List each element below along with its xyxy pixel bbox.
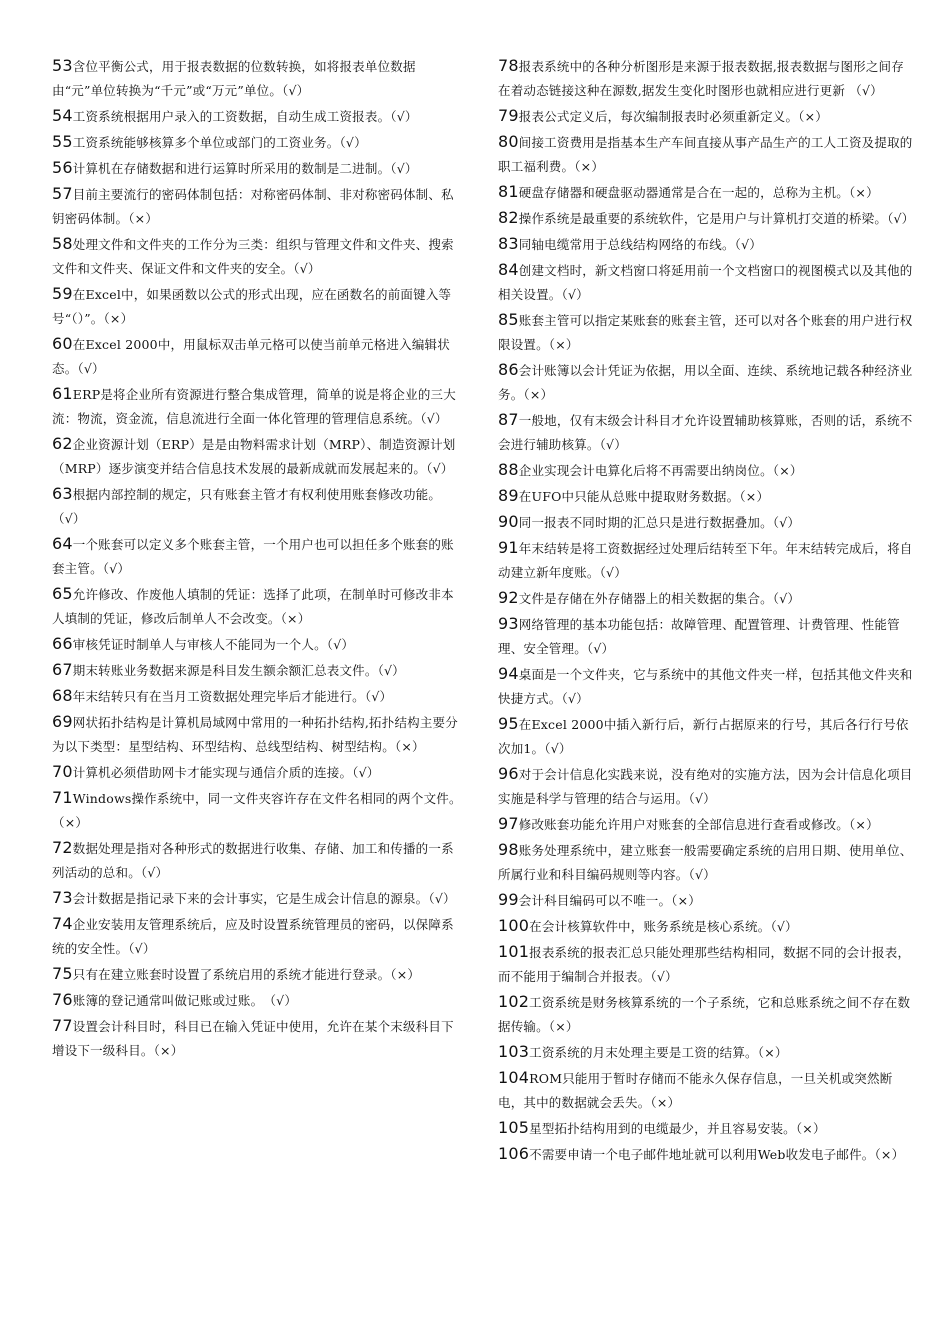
question-number: 73 <box>52 888 73 907</box>
question-item <box>52 1014 462 1063</box>
question-text: 允许修改、作废他人填制的凭证：选择了此项，在制单时可修改非本人填制的凭证，修改后制单人不会改变。（×） <box>52 587 454 626</box>
question-text: 操作系统是最重要的系统软件，它是用户与计算机打交道的桥梁。（√） <box>518 211 915 226</box>
question-text: Windows操作系统中，同一文件夹容许存在文件名相同的两个文件。（×） <box>52 791 462 830</box>
question-text: 硬盘存储器和硬盘驱动器通常是合在一起的，总称为主机。（×） <box>518 185 879 200</box>
question-number: 62 <box>52 434 73 453</box>
question-item <box>498 888 916 913</box>
question-number: 56 <box>52 158 73 177</box>
question-number: 106 <box>498 1144 530 1163</box>
question-item <box>498 536 916 585</box>
question-item <box>498 484 916 509</box>
question-item <box>498 408 916 457</box>
question-number: 68 <box>52 686 73 705</box>
question-item <box>498 1142 916 1167</box>
question-text: 企业资源计划（ERP）是是由物料需求计划（MRP）、制造资源计划（MRP）逐步演变并结合信息技术发展的最新成就而发展起来的。（√） <box>52 437 456 476</box>
question-item <box>52 632 462 657</box>
question-number: 84 <box>498 260 519 279</box>
question-item <box>52 482 462 531</box>
question-number: 69 <box>52 712 73 731</box>
question-text: 报表系统的报表汇总只能处理那些结构相同，数据不同的会计报表，而不能用于编制合并报表。（√） <box>498 945 911 984</box>
question-text: 在UFO中只能从总账中提取财务数据。（×） <box>518 489 770 504</box>
question-number: 99 <box>498 890 519 909</box>
right-column <box>498 54 916 1168</box>
question-item <box>498 308 916 357</box>
question-number: 105 <box>498 1118 530 1137</box>
question-number: 58 <box>52 234 73 253</box>
question-number: 101 <box>498 942 530 961</box>
question-item <box>498 358 916 407</box>
question-text: 账簿的登记通常叫做记账或过账。 （√） <box>72 993 298 1008</box>
question-number: 78 <box>498 56 519 75</box>
question-item <box>52 786 462 835</box>
question-text: 创建文档时，新文档窗口将延用前一个文档窗口的视图模式以及其他的相关设置。（√） <box>498 263 913 302</box>
question-number: 66 <box>52 634 73 653</box>
question-number: 55 <box>52 132 73 151</box>
question-number: 57 <box>52 184 73 203</box>
question-item <box>52 156 462 181</box>
question-text: 工资系统能够核算多个单位或部门的工资业务。（√） <box>72 135 367 150</box>
question-number: 71 <box>52 788 73 807</box>
question-number: 67 <box>52 660 73 679</box>
question-item <box>498 458 916 483</box>
question-number: 64 <box>52 534 73 553</box>
question-number: 79 <box>498 106 519 125</box>
question-item <box>52 912 462 961</box>
question-number: 89 <box>498 486 519 505</box>
question-text: 含位平衡公式，用于报表数据的位数转换，如将报表单位数据由“元”单位转换为“千元”或“万元”单位。（√） <box>52 59 416 98</box>
question-number: 87 <box>498 410 519 429</box>
question-item <box>52 432 462 481</box>
question-item <box>52 332 462 381</box>
question-number: 97 <box>498 814 519 833</box>
question-number: 74 <box>52 914 73 933</box>
question-text: 计算机必须借助网卡才能实现与通信介质的连接。（√） <box>72 765 380 780</box>
question-text: 报表公式定义后，每次编制报表时必须重新定义。（×） <box>518 109 828 124</box>
question-text: 桌面是一个文件夹，它与系统中的其他文件夹一样，包括其他文件夹和快捷方式。（√） <box>498 667 913 706</box>
question-item <box>498 258 916 307</box>
question-item <box>52 582 462 631</box>
question-number: 61 <box>52 384 73 403</box>
question-item <box>498 812 916 837</box>
question-text: 会计账簿以会计凭证为依据，用以全面、连续、系统地记载各种经济业务。（×） <box>498 363 913 402</box>
question-item <box>52 836 462 885</box>
question-item <box>52 382 462 431</box>
question-text: 企业实现会计电算化后将不再需要出纳岗位。（×） <box>518 463 803 478</box>
question-number: 96 <box>498 764 519 783</box>
question-number: 100 <box>498 916 530 935</box>
question-text: 文件是存储在外存储器上的相关数据的集合。（√） <box>518 591 801 606</box>
question-item <box>52 886 462 911</box>
question-text: 报表系统中的各种分析图形是来源于报表数据,报表数据与图形之间存在着动态链接这种在源数,据发生变化时图形也就相应进行更新 （√） <box>498 59 904 98</box>
question-number: 77 <box>52 1016 73 1035</box>
left-column <box>52 54 462 1064</box>
question-text: 在Excel 2000中，用鼠标双击单元格可以使当前单元格进入编辑状态。（√） <box>52 337 450 376</box>
question-number: 92 <box>498 588 519 607</box>
question-text: 处理文件和文件夹的工作分为三类：组织与管理文件和文件夹、搜索文件和文件夹、保证文件和文件夹的安全。（√） <box>52 237 454 276</box>
question-text: 星型拓扑结构用到的电缆最少，并且容易安装。（×） <box>529 1121 826 1136</box>
question-number: 88 <box>498 460 519 479</box>
question-item <box>498 838 916 887</box>
question-text: 工资系统的月末处理主要是工资的结算。（×） <box>529 1045 788 1060</box>
question-item <box>52 104 462 129</box>
question-text: 网络管理的基本功能包括：故障管理、配置管理、计费管理、性能管理、安全管理。（√） <box>498 617 900 656</box>
question-number: 75 <box>52 964 73 983</box>
question-text: 企业安装用友管理系统后，应及时设置系统管理员的密码，以保障系统的安全性。（√） <box>52 917 454 956</box>
question-item <box>498 712 916 761</box>
question-item <box>52 282 462 331</box>
question-item <box>52 962 462 987</box>
question-text: 间接工资费用是指基本生产车间直接从事产品生产的工人工资及提取的职工福利费。（×） <box>498 135 913 174</box>
question-text: 在会计核算软件中，账务系统是核心系统。（√） <box>529 919 798 934</box>
question-number: 63 <box>52 484 73 503</box>
question-item <box>52 532 462 581</box>
question-number: 59 <box>52 284 73 303</box>
question-item <box>498 232 916 257</box>
question-text: 目前主要流行的密码体制包括：对称密码体制、非对称密码体制、私钥密码体制。（×） <box>52 187 454 226</box>
question-item <box>498 206 916 231</box>
question-number: 83 <box>498 234 519 253</box>
question-number: 91 <box>498 538 519 557</box>
question-text: 年末结转是将工资数据经过处理后结转至下年。年末结转完成后，将自动建立新年度账。（√） <box>498 541 913 580</box>
question-text: 修改账套功能允许用户对账套的全部信息进行查看或修改。（×） <box>518 817 879 832</box>
question-item <box>498 586 916 611</box>
question-number: 98 <box>498 840 519 859</box>
question-text: 工资系统根据用户录入的工资数据，自动生成工资报表。（√） <box>72 109 418 124</box>
question-number: 80 <box>498 132 519 151</box>
question-item <box>52 130 462 155</box>
question-number: 60 <box>52 334 73 353</box>
question-text: 在Excel 2000中插入新行后，新行占据原来的行号，其后各行行号依次加1。（√） <box>498 717 909 756</box>
question-text: 工资系统是财务核算系统的一个子系统，它和总账系统之间不存在数据传输。（×） <box>498 995 911 1034</box>
question-item <box>498 510 916 535</box>
question-item <box>498 1116 916 1141</box>
question-text: 账务处理系统中，建立账套一般需要确定系统的启用日期、使用单位、所属行业和科目编码规则等内容。（√） <box>498 843 913 882</box>
question-number: 94 <box>498 664 519 683</box>
question-number: 102 <box>498 992 530 1011</box>
question-item <box>52 658 462 683</box>
question-number: 95 <box>498 714 519 733</box>
question-item <box>498 1066 916 1115</box>
question-item <box>52 760 462 785</box>
question-number: 90 <box>498 512 519 531</box>
question-text: 审核凭证时制单人与审核人不能同为一个人。（√） <box>72 637 355 652</box>
question-text: 在Excel中，如果函数以公式的形式出现，应在函数名的前面键入等号“（）”。（×） <box>52 287 452 326</box>
question-number: 72 <box>52 838 73 857</box>
question-item <box>52 54 462 103</box>
question-text: 同轴电缆常用于总线结构网络的布线。（√） <box>518 237 762 252</box>
question-text: 年末结转只有在当月工资数据处理完毕后才能进行。（√） <box>72 689 393 704</box>
question-text: 数据处理是指对各种形式的数据进行收集、存储、加工和传播的一系列活动的总和。（√） <box>52 841 454 880</box>
question-number: 93 <box>498 614 519 633</box>
question-number: 104 <box>498 1068 530 1087</box>
question-number: 82 <box>498 208 519 227</box>
question-item <box>498 762 916 811</box>
question-item <box>498 990 916 1039</box>
question-item <box>52 182 462 231</box>
question-item <box>498 180 916 205</box>
question-item <box>52 232 462 281</box>
question-number: 53 <box>52 56 73 75</box>
question-number: 70 <box>52 762 73 781</box>
question-text: 一般地，仅有末级会计科目才允许设置辅助核算账，否则的话，系统不会进行辅助核算。（√） <box>498 413 913 452</box>
question-item <box>498 54 916 103</box>
question-text: 不需要申请一个电子邮件地址就可以利用Web收发电子邮件。（×） <box>529 1147 905 1162</box>
question-text: 账套主管可以指定某账套的账套主管，还可以对各个账套的用户进行权限设置。（×） <box>498 313 913 352</box>
question-text: ERP是将企业所有资源进行整合集成管理，简单的说是将企业的三大流：物流，资金流，信息流进行全面一体化管理的管理信息系统。（√） <box>52 387 456 426</box>
question-text: 只有在建立账套时设置了系统启用的系统才能进行登录。（×） <box>72 967 421 982</box>
question-number: 103 <box>498 1042 530 1061</box>
question-text: 期末转账业务数据来源是科目发生额余额汇总表文件。（√） <box>72 663 405 678</box>
question-text: 网状拓扑结构是计算机局域网中常用的一种拓扑结构,拓扑结构主要分为以下类型：星型结构、环型结构、总线型结构、树型结构。（×） <box>52 715 458 754</box>
question-text: 同一报表不同时期的汇总只是进行数据叠加。（√） <box>518 515 801 530</box>
question-text: 一个账套可以定义多个账套主管，一个用户也可以担任多个账套的账套主管。（√） <box>52 537 454 576</box>
question-text: 计算机在存储数据和进行运算时所采用的数制是二进制。（√） <box>72 161 418 176</box>
question-text: 设置会计科目时，科目已在输入凭证中使用，允许在某个末级科目下增设下一级科目。（×） <box>52 1019 454 1058</box>
question-item <box>498 940 916 989</box>
question-text: 对于会计信息化实践来说，没有绝对的实施方法，因为会计信息化项目实施是科学与管理的结合与运用。（√） <box>498 767 913 806</box>
question-item <box>498 1040 916 1065</box>
question-text: 会计科目编码可以不唯一。（×） <box>518 893 701 908</box>
question-number: 86 <box>498 360 519 379</box>
question-item <box>498 612 916 661</box>
question-number: 65 <box>52 584 73 603</box>
question-item <box>52 710 462 759</box>
question-number: 54 <box>52 106 73 125</box>
question-item <box>52 988 462 1013</box>
question-number: 81 <box>498 182 519 201</box>
question-item <box>52 684 462 709</box>
question-number: 85 <box>498 310 519 329</box>
question-text: ROM只能用于暂时存储而不能永久保存信息，一旦关机或突然断电，其中的数据就会丢失。（×） <box>498 1071 893 1110</box>
question-text: 会计数据是指记录下来的会计事实，它是生成会计信息的源泉。（√） <box>72 891 456 906</box>
question-item <box>498 104 916 129</box>
question-number: 76 <box>52 990 73 1009</box>
question-item <box>498 130 916 179</box>
question-item <box>498 662 916 711</box>
question-text: 根据内部控制的规定，只有账套主管才有权利使用账套修改功能。（√） <box>52 487 442 526</box>
question-item <box>498 914 916 939</box>
